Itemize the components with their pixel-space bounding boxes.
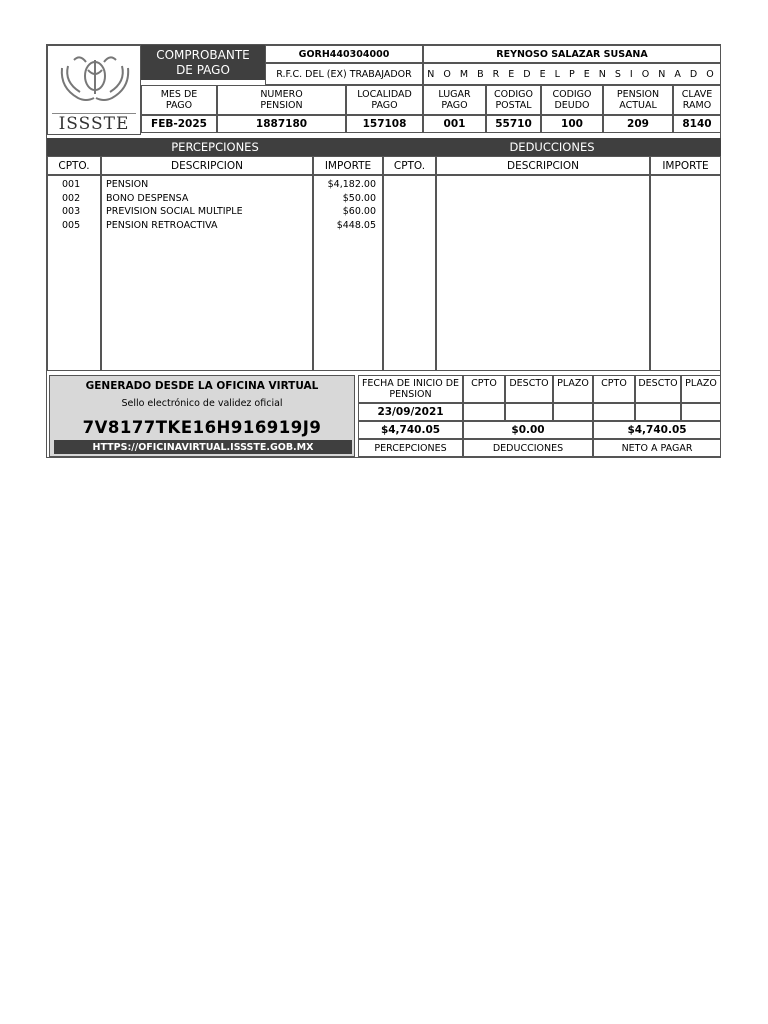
- field-label-mes-pago: MES DE PAGO: [141, 85, 217, 115]
- col-header-cpto-deducciones: CPTO.: [383, 156, 436, 175]
- oficina-virtual-link[interactable]: HTTPS://OFICINAVIRTUAL.ISSSTE.GOB.MX: [54, 440, 352, 454]
- plazo-header-1: PLAZO: [553, 375, 593, 403]
- seal-label: Sello electrónico de validez oficial: [121, 397, 283, 409]
- deducciones-cpto-column: [383, 175, 436, 371]
- total-deducciones-value: $0.00: [463, 421, 593, 439]
- field-value-localidad-pago: 157108: [346, 115, 423, 133]
- col-header-descripcion-percepciones: DESCRIPCION: [101, 156, 313, 175]
- deducciones-importe-column: [650, 175, 721, 371]
- seal-box: [49, 375, 355, 457]
- field-value-codigo-deudo: 100: [541, 115, 603, 133]
- descto-header-1: DESCTO: [505, 375, 553, 403]
- table-row-importe: $50.00: [342, 192, 376, 204]
- generated-label: GENERADO DESDE LA OFICINA VIRTUAL: [85, 380, 319, 392]
- field-value-pension-actual: 209: [603, 115, 673, 133]
- total-deducciones-label: DEDUCCIONES: [463, 439, 593, 457]
- percepciones-header: PERCEPCIONES: [47, 138, 383, 156]
- plazo-cell-1: [553, 403, 593, 421]
- percepciones-importe-column: [313, 175, 383, 371]
- table-row-cpto: 001: [62, 179, 81, 190]
- rfc-value: GORH440304000: [265, 45, 423, 63]
- field-label-codigo-postal: CODIGO POSTAL: [486, 85, 541, 115]
- table-row-descripcion: BONO DESPENSA: [106, 192, 189, 204]
- percepciones-cpto-column: [47, 175, 101, 371]
- table-row-importe: $4,182.00: [327, 179, 376, 190]
- table-row-importe: $448.05: [336, 219, 376, 231]
- plazo-cell-2: [681, 403, 721, 421]
- fecha-inicio-label: FECHA DE INICIO DE PENSION: [358, 375, 463, 403]
- table-row-cpto: 005: [62, 219, 81, 231]
- neto-pagar-label: NETO A PAGAR: [593, 439, 721, 457]
- field-value-clave-ramo: 8140: [673, 115, 721, 133]
- pay-stub: [46, 44, 721, 458]
- cpto-header-2: CPTO: [593, 375, 635, 403]
- field-label-lugar-pago: LUGAR PAGO: [423, 85, 486, 115]
- field-value-lugar-pago: 001: [423, 115, 486, 133]
- field-value-numero-pension: 1887180: [217, 115, 346, 133]
- field-value-codigo-postal: 55710: [486, 115, 541, 133]
- rfc-label: R.F.C. DEL (EX) TRABAJADOR: [265, 63, 423, 85]
- field-label-localidad-pago: LOCALIDAD PAGO: [346, 85, 423, 115]
- col-header-importe-deducciones: IMPORTE: [650, 156, 721, 175]
- field-value-mes-pago: FEB-2025: [141, 115, 217, 133]
- document-title: COMPROBANTE DE PAGO: [141, 45, 265, 80]
- fecha-inicio-value: 23/09/2021: [358, 403, 463, 421]
- issste-logo-icon: [50, 48, 140, 110]
- percepciones-descripcion-column: [101, 175, 313, 371]
- cpto-header-1: CPTO: [463, 375, 505, 403]
- table-row-descripcion: PENSION RETROACTIVA: [106, 219, 218, 231]
- table-row-descripcion: PENSION: [106, 179, 149, 190]
- plazo-header-2: PLAZO: [681, 375, 721, 403]
- pensioner-name-label: N O M B R E D E L P E N S I O N A D O: [423, 63, 721, 85]
- col-header-descripcion-deducciones: DESCRIPCION: [436, 156, 650, 175]
- table-row-cpto: 003: [62, 206, 81, 217]
- cpto-cell-1: [463, 403, 505, 421]
- cpto-cell-2: [593, 403, 635, 421]
- table-row-cpto: 002: [62, 192, 81, 204]
- table-row-importe: $60.00: [342, 206, 376, 217]
- total-percepciones-label: PERCEPCIONES: [358, 439, 463, 457]
- pensioner-name: REYNOSO SALAZAR SUSANA: [423, 45, 721, 63]
- logo-block: [47, 45, 141, 135]
- field-label-numero-pension: NUMERO PENSION: [217, 85, 346, 115]
- field-label-clave-ramo: CLAVE RAMO: [673, 85, 721, 115]
- descto-cell-2: [635, 403, 681, 421]
- deducciones-header: DEDUCCIONES: [383, 138, 721, 156]
- col-header-cpto-percepciones: CPTO.: [47, 156, 101, 175]
- logo-text: ISSSTE: [58, 114, 130, 134]
- field-label-codigo-deudo: CODIGO DEUDO: [541, 85, 603, 115]
- field-label-pension-actual: PENSION ACTUAL: [603, 85, 673, 115]
- deducciones-descripcion-column: [436, 175, 650, 371]
- col-header-importe-percepciones: IMPORTE: [313, 156, 383, 175]
- descto-header-2: DESCTO: [635, 375, 681, 403]
- seal-code: 7V8177TKE16H916919J9: [82, 417, 322, 437]
- neto-pagar-value: $4,740.05: [593, 421, 721, 439]
- table-row-descripcion: PREVISION SOCIAL MULTIPLE: [106, 206, 243, 217]
- total-percepciones-value: $4,740.05: [358, 421, 463, 439]
- descto-cell-1: [505, 403, 553, 421]
